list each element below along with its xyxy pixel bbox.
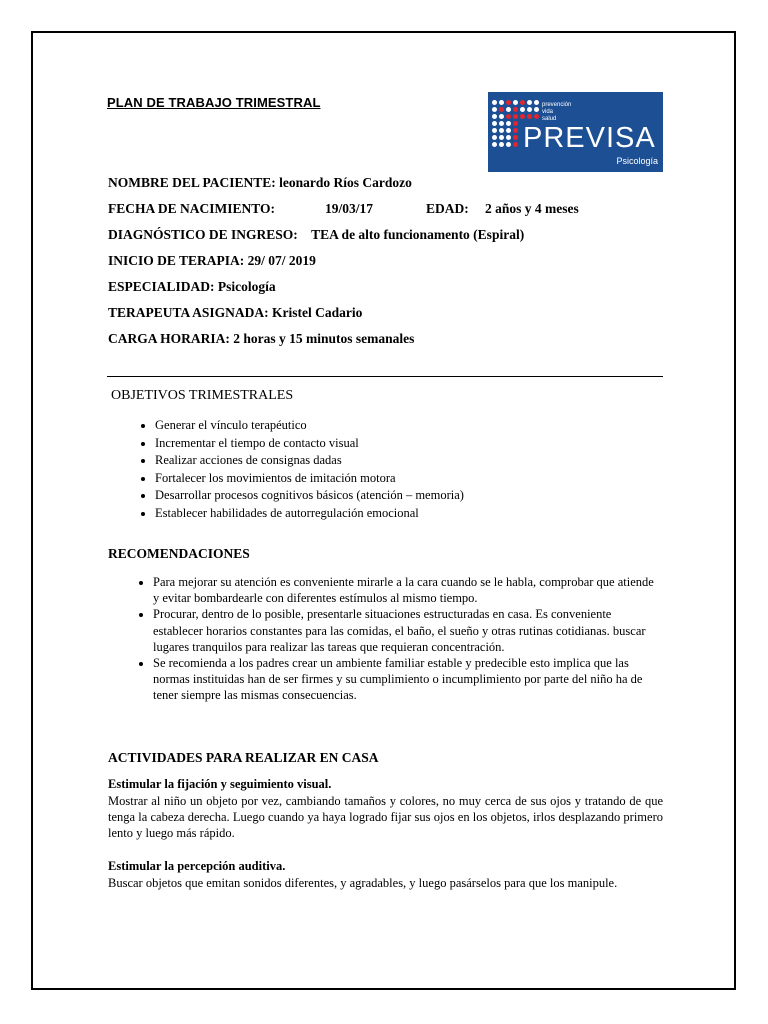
list-item: • Establecer habilidades de autorregulación emocional	[155, 505, 635, 523]
therapy-start-row	[108, 253, 316, 269]
patient-name-label: NOMBRE DEL PACIENTE:	[108, 175, 276, 190]
activity-text: Mostrar al niño un objeto por vez, cambiando tamaños y colores, no muy cerca de sus ojos y tratando de que tenga la cabeza derecha. Luego cuando ya haya logrado fijar sus ojos en los objetos, irlos desplazando primero lento y luego más rápido.	[108, 794, 663, 841]
patient-name-row	[108, 175, 412, 191]
logo-tagline-1: prevención	[542, 102, 572, 108]
specialty-value: Psicología	[217, 279, 276, 294]
list-item: • Generar el vínculo terapéutico	[155, 417, 635, 435]
diagnosis-row	[108, 227, 524, 243]
list-item: • Procurar, dentro de lo posible, presentarle situaciones estructuradas en casa. Es conveniente establecer horarios constantes para las comidas, el baño, el sueño y otras rutinas cotidianas. buscar lugares tranquilos para realizar las tareas que requieran concentración.	[153, 606, 663, 655]
hours-value: 2 horas y 15 minutos semanales	[233, 331, 415, 346]
logo-tagline-3: salud	[542, 116, 557, 122]
diagnosis-value: TEA de alto funcionamento (Espiral)	[311, 227, 525, 242]
age-label: EDAD:	[426, 201, 469, 216]
list-item: • Se recomienda a los padres crear un ambiente familiar estable y predecible esto implica que las normas instituidas han de ser firmes y su cumplimiento o incumplimiento por parte del niño ha de tener siempre las mismas consecuencias.	[153, 655, 663, 704]
dob-value: 19/03/17	[325, 201, 374, 216]
hours-label: CARGA HORARIA:	[108, 331, 230, 346]
previsa-logo	[488, 92, 663, 172]
list-item: • Fortalecer los movimientos de imitación motora	[155, 470, 635, 488]
activity-title: Estimular la fijación y seguimiento visual.	[108, 777, 332, 791]
document-title: PLAN DE TRABAJO TRIMESTRAL	[107, 95, 321, 110]
logo-brand: PREVISA	[523, 122, 656, 154]
therapy-start-label: INICIO DE TERAPIA:	[108, 253, 245, 268]
therapist-value: Kristel Cadario	[272, 305, 363, 320]
specialty-label: ESPECIALIDAD:	[108, 279, 215, 294]
list-item: • Desarrollar procesos cognitivos básicos (atención – memoria)	[155, 487, 635, 505]
diagnosis-label: DIAGNÓSTICO DE INGRESO:	[108, 227, 298, 242]
therapist-label: TERAPEUTA ASIGNADA:	[108, 305, 269, 320]
list-item: • Realizar acciones de consignas dadas	[155, 452, 635, 470]
therapist-row	[108, 305, 362, 321]
recommendations-heading: RECOMENDACIONES	[108, 546, 250, 561]
specialty-row	[108, 279, 276, 295]
list-item: • Incrementar el tiempo de contacto visual	[155, 435, 635, 453]
document-page	[31, 31, 736, 990]
activity-text: Buscar objetos que emitan sonidos diferentes, y agradables, y luego pasárselos para que los manipule.	[108, 876, 618, 890]
dob-label: FECHA DE NACIMIENTO:	[108, 201, 276, 216]
logo-tagline-2: vida	[542, 109, 554, 115]
section-divider	[107, 376, 663, 377]
list-item: • Para mejorar su atención es conveniente mirarle a la cara cuando se le habla, comprobar que atiende y evitar bombardearle con diferentes estímulos al mismo tiempo.	[153, 574, 663, 606]
patient-name-value: leonardo Ríos Cardozo	[279, 175, 412, 190]
activity-title: Estimular la percepción auditiva.	[108, 859, 286, 873]
objectives-list	[133, 417, 635, 522]
recommendations-list	[131, 574, 663, 704]
objectives-heading: OBJETIVOS TRIMESTRALES	[111, 388, 294, 403]
dob-row	[108, 201, 579, 217]
activities-heading: ACTIVIDADES PARA REALIZAR EN CASA	[108, 750, 379, 765]
age-value: 2 años y 4 meses	[485, 201, 579, 216]
logo-subtitle: Psicología	[616, 156, 658, 166]
therapy-start-value: 29/ 07/ 2019	[247, 253, 316, 268]
hours-row	[108, 331, 414, 347]
